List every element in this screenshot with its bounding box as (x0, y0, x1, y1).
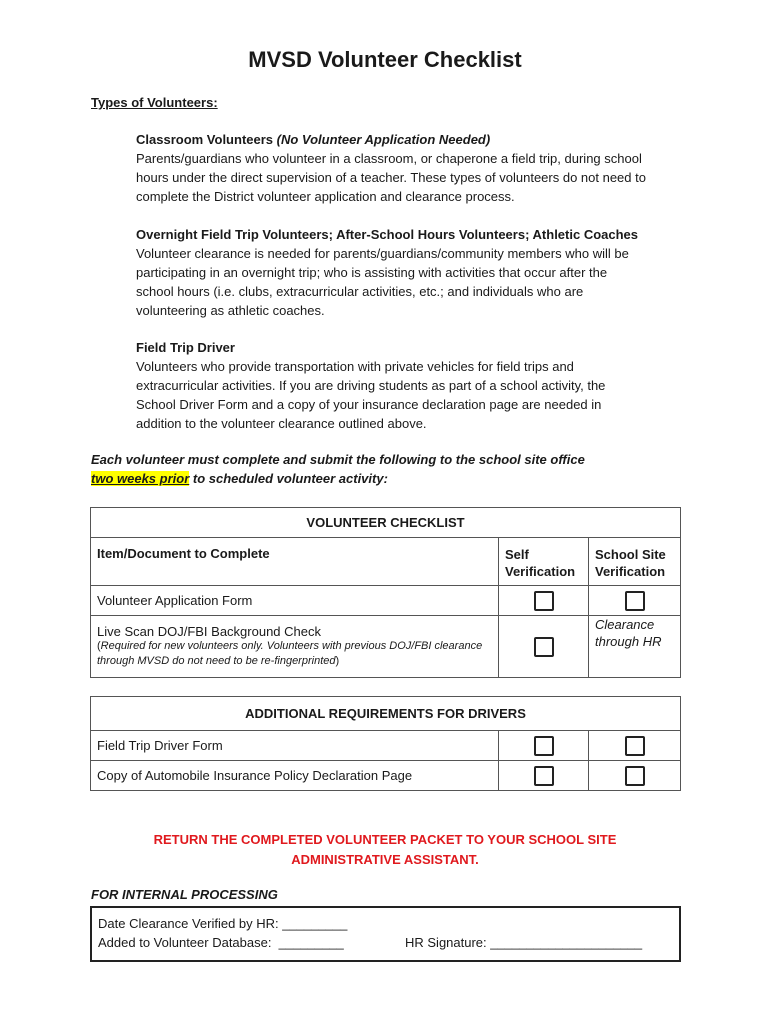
section-line: extracurricular activities. If you are driving students as part of a school activity, the (136, 378, 606, 393)
submission-instructions: Each volunteer must complete and submit the following to the school site office two weeks prior to scheduled volunteer activity: (91, 452, 585, 486)
self-verification-checkbox[interactable] (534, 766, 554, 786)
self-verification-checkbox[interactable] (534, 591, 554, 611)
self-verification-cell (499, 761, 589, 791)
section-line: Volunteers who provide transportation with private vehicles for field trips and (136, 359, 574, 374)
checklist-caption: VOLUNTEER CHECKLIST (91, 508, 681, 538)
hr-signature-field[interactable]: HR Signature: _____________________ (405, 935, 643, 950)
hr-clearance-note: Clearance through HR (589, 616, 681, 678)
self-verification-checkbox[interactable] (534, 736, 554, 756)
internal-processing-heading: FOR INTERNAL PROCESSING (91, 887, 278, 902)
highlighted-deadline: two weeks prior (91, 471, 190, 486)
drivers-requirements-table (90, 696, 681, 791)
added-database-field[interactable]: Added to Volunteer Database: _________ (98, 935, 344, 950)
table-row-label: Live Scan DOJ/FBI Background Check (Required for new volunteers only. Volunteers with previous DOJ/FBI clearance through MVSD do not need to be re-fingerprinted) (91, 616, 499, 678)
return-notice: RETURN THE COMPLETED VOLUNTEER PACKET TO YOUR SCHOOL SITE ADMINISTRATIVE ASSISTANT. (153, 832, 617, 867)
section-overnight (136, 225, 696, 320)
drivers-caption: ADDITIONAL REQUIREMENTS FOR DRIVERS (91, 697, 681, 731)
column-header-self: Self Verification (499, 538, 589, 586)
self-verification-checkbox[interactable] (534, 637, 554, 657)
self-verification-cell (499, 586, 589, 616)
column-header-school: School Site Verification (589, 538, 681, 586)
section-line: volunteering as athletic coaches. (136, 303, 325, 318)
school-verification-cell (589, 761, 681, 791)
school-verification-checkbox[interactable] (625, 766, 645, 786)
school-verification-cell (589, 731, 681, 761)
table-row-label: Volunteer Application Form (91, 586, 499, 616)
self-verification-cell (499, 616, 589, 678)
volunteer-checklist-table (90, 507, 681, 678)
table-row-label: Copy of Automobile Insurance Policy Declaration Page (91, 761, 499, 791)
school-verification-cell (589, 586, 681, 616)
section-line: hours under the direct supervision of a teacher. These types of volunteers do not need to (136, 170, 646, 185)
section-heading: Field Trip Driver (136, 340, 235, 355)
date-verified-field[interactable]: Date Clearance Verified by HR: _________ (98, 916, 348, 931)
section-heading: Overnight Field Trip Volunteers; After-School Hours Volunteers; Athletic Coaches (136, 227, 639, 242)
section-line: Parents/guardians who volunteer in a classroom, or chaperone a field trip, during school (136, 151, 642, 166)
section-line: addition to the volunteer clearance outlined above. (136, 416, 427, 431)
internal-processing-box (90, 906, 681, 962)
school-verification-checkbox[interactable] (625, 591, 645, 611)
types-heading: Types of Volunteers: (91, 95, 218, 110)
table-row-label: Field Trip Driver Form (91, 731, 499, 761)
column-header-item: Item/Document to Complete (91, 538, 499, 586)
section-heading: Classroom Volunteers (No Volunteer Application Needed) (136, 132, 491, 147)
self-verification-cell (499, 731, 589, 761)
section-line: Volunteer clearance is needed for parents/guardians/community members who will be (136, 246, 629, 261)
section-line: school hours (i.e. clubs, extracurricular activities, etc.; and individuals who are (136, 284, 584, 299)
section-classroom (136, 130, 696, 206)
page-title: MVSD Volunteer Checklist (248, 47, 522, 72)
section-driver (136, 338, 696, 433)
section-line: complete the District volunteer application and clearance process. (136, 189, 515, 204)
section-line: School Driver Form and a copy of your insurance declaration page are needed in (136, 397, 602, 412)
school-verification-checkbox[interactable] (625, 736, 645, 756)
section-line: participating in an overnight trip; who is assisting with activities that occur after the (136, 265, 608, 280)
fingerprint-note: (Required for new volunteers only. Volunteers with previous DOJ/FBI clearance through MVSD do not need to be re-fingerprinted) (97, 640, 483, 667)
